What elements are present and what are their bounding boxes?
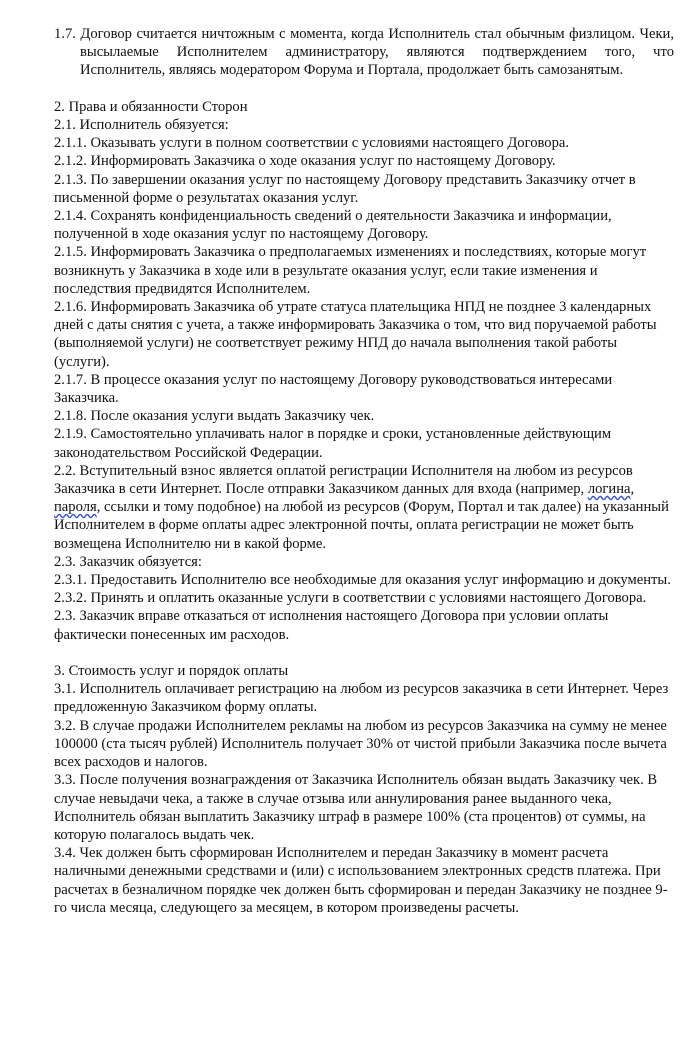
clause-2-1-6: 2.1.6. Информировать Заказчика об утрате статуса плательщика НПД не позднее 3 календарных дней с даты снятия с учета, а также информировать Заказчика о том, что вид поручаемой работы (выполняемой услуги) не соответствует режиму НПД до начала выполнения такой работы (услуги).	[54, 299, 657, 370]
clause-2-1-9: 2.1.9. Самостоятельно уплачивать налог в порядке и сроки, установленные действующим законодательством Российской Федерации.	[54, 426, 612, 461]
clause-2-1-3: 2.1.3. По завершении оказания услуг по настоящему Договору представить Заказчику отчет в письменной форме о результатах оказания услуг.	[54, 171, 636, 206]
clause-2-3-2: 2.3.2. Принять и оплатить оказанные услуги в соответствии с условиями настоящего Договора.	[54, 590, 647, 607]
clause-2-2-part-3: , ссылки и тому подобное) на любой из ресурсов (Форум, Портал и так далее) на указанный Исполнителем в форме оплаты адрес электронной почты, оплата регистрации не может быть возмещена Исполнителю ни в какой форме.	[54, 499, 669, 552]
section-2-heading: 2. Права и обязанности Сторон	[54, 98, 248, 115]
clause-2-1-2: 2.1.2. Информировать Заказчика о ходе оказания услуг по настоящему Договору.	[54, 153, 556, 170]
clause-3-1: 3.1. Исполнитель оплачивает регистрацию на любом из ресурсов заказчика в сети Интернет. Через предложенную Заказчиком форму оплаты.	[54, 681, 669, 716]
login-link[interactable]: логина	[587, 481, 631, 498]
clause-3-2: 3.2. В случае продажи Исполнителем рекламы на любом из ресурсов Заказчика на сумму не менее 100000 (ста тысяч рублей) Исполнитель получает 30% от чистой прибыли Заказчика после вычета всех расходов и налогов.	[54, 717, 667, 771]
clause-2-1-8: 2.1.8. После оказания услуги выдать Заказчику чек.	[54, 408, 375, 425]
clause-3-3: 3.3. После получения вознаграждения от Заказчика Исполнитель обязан выдать Заказчику чек. В случае невыдачи чека, а также в случае отзыва или аннулирования ранее выданного чека, Исполнитель обязан выплатить Заказчику штраф в размере 100% (ста процентов) от суммы, на которую полагалось выдать чек.	[54, 772, 658, 843]
clause-2-3: 2.3. Заказчик обязуется:	[54, 553, 202, 570]
clause-2-2-part-2: ,	[630, 481, 635, 498]
blank-line	[54, 644, 674, 662]
clause-2-1-5: 2.1.5. Информировать Заказчика о предполагаемых изменениях и последствиях, которые могут возникнуть у Заказчика в ходе или в результате оказания услуг, если такие изменения и последствия предвидятся Исполнителем.	[54, 244, 647, 297]
clause-2-1-1: 2.1.1. Оказывать услуги в полном соответствии с условиями настоящего Договора.	[54, 135, 570, 152]
clause-2-2	[54, 462, 674, 553]
clause-2-3-1: 2.3.1. Предоставить Исполнителю все необходимые для оказания услуг информацию и документы.	[54, 572, 671, 589]
clause-2-2-part-1: 2.2. Вступительный взнос является оплатой регистрации Исполнителя на любом из ресурсов Заказчика в сети Интернет. После отправки Заказчиком данных для входа (например,	[54, 462, 633, 498]
clause-3-4: 3.4. Чек должен быть сформирован Исполнителем и передан Заказчику в момент расчета наличными денежными средствами и (или) с использованием электронных средств платежа. При расчетах в безналичном порядке чек должен быть сформирован и передан Заказчику не позднее 9-го числа месяца, следующего за месяцем, в котором произведены расчеты.	[54, 845, 668, 916]
document-page	[54, 25, 674, 917]
clause-2-1-7: 2.1.7. В процессе оказания услуг по настоящему Договору руководствоваться интересами Заказчика.	[54, 371, 613, 407]
section-3-heading: 3. Стоимость услуг и порядок оплаты	[54, 663, 289, 680]
blank-line	[54, 80, 674, 98]
clause-2-3-refusal: 2.3. Заказчик вправе отказаться от исполнения настоящего Договора при условии оплаты фактически понесенных им расходов.	[54, 608, 609, 643]
clause-1-7: 1.7. Договор считается ничтожным с момента, когда Исполнитель стал обычным физлицом. Чеки, высылаемые Исполнителем администратору, являются подтверждением того, что Исполнитель, являясь модератором Форума и Портала, продолжает быть самозанятым.	[54, 26, 674, 79]
password-link[interactable]: пароля	[54, 499, 97, 516]
clause-2-1-4: 2.1.4. Сохранять конфиденциальность сведений о деятельности Заказчика и информации, полученной в ходе оказания услуг по настоящему Договору.	[54, 208, 612, 243]
clause-2-1: 2.1. Исполнитель обязуется:	[54, 117, 229, 133]
